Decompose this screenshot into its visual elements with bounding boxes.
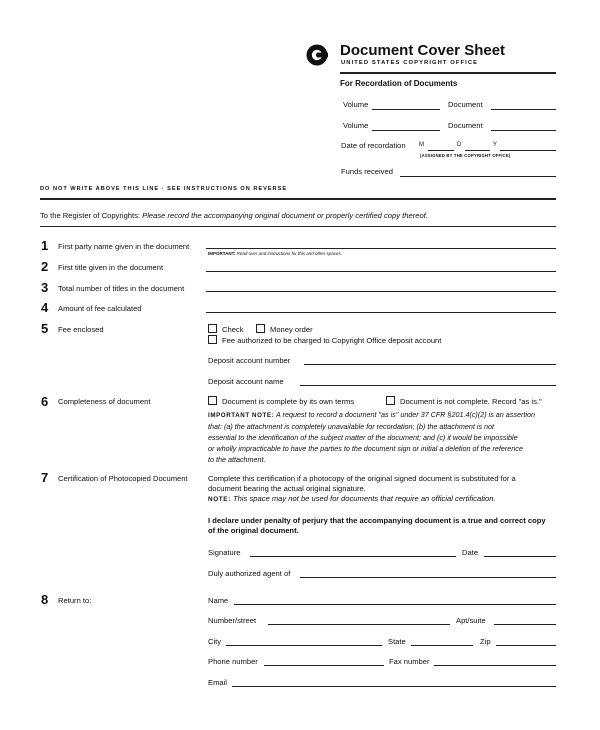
- register-text: Please record the accompanying original document or properly certified copy thereof.: [140, 211, 428, 220]
- fee-authorized-option[interactable]: [208, 335, 441, 345]
- certification-label: Certification of Photocopied Document: [58, 474, 188, 483]
- cert-note-text: This space may not be used for documents that require an official certification.: [230, 494, 496, 503]
- not-complete-checkbox[interactable]: [386, 396, 395, 405]
- not-complete-option[interactable]: [386, 396, 542, 406]
- zip-label: Zip: [480, 637, 491, 646]
- section-number-1: 1: [41, 238, 49, 253]
- phone-field[interactable]: [264, 665, 384, 666]
- section-number-4: 4: [41, 300, 49, 315]
- note-line-2: that: (a) the attachment is completely unavailable for recordation; (b) the attachment is not: [208, 422, 495, 431]
- document-field-2[interactable]: [491, 130, 556, 131]
- month-field[interactable]: [428, 150, 454, 151]
- copyright-logo-icon: [306, 44, 328, 66]
- register-prefix: To the Register of Copyrights:: [40, 211, 141, 220]
- first-party-label: First party name given in the document: [58, 242, 190, 251]
- month-label: M: [419, 142, 424, 148]
- email-label: Email: [208, 678, 227, 687]
- fee-authorized-label: Fee authorized to be charged to Copyright Office deposit account: [222, 336, 442, 345]
- date-recordation-label: Date of recordation: [341, 141, 406, 150]
- section-number-5: 5: [41, 321, 49, 336]
- check-option[interactable]: [208, 324, 244, 334]
- important-note-1: [208, 251, 342, 256]
- year-field[interactable]: [500, 150, 556, 151]
- office-name: UNITED STATES COPYRIGHT OFFICE: [341, 60, 479, 66]
- signature-field[interactable]: [250, 556, 456, 557]
- section-number-7: 7: [41, 470, 49, 485]
- volume-label-2: Volume: [343, 121, 369, 130]
- section-number-8: 8: [41, 592, 49, 607]
- note-line-1-text: A request to record a document "as is" under 37 CFR §201.4(c)(2) is an assertion: [274, 410, 535, 419]
- money-order-label: Money order: [270, 325, 313, 334]
- document-label-2: Document: [448, 121, 483, 130]
- important-text-1: Read over and instructions for this and other spaces.: [235, 251, 342, 256]
- street-field[interactable]: [268, 624, 450, 625]
- deposit-number-label: Deposit account number: [208, 356, 291, 365]
- apt-label: Apt/suite: [456, 616, 486, 625]
- volume-field-2[interactable]: [372, 130, 440, 131]
- section-number-6: 6: [41, 394, 49, 409]
- state-label: State: [388, 637, 406, 646]
- section-number-2: 2: [41, 259, 49, 274]
- fax-label: Fax number: [389, 657, 430, 666]
- not-complete-label: Document is not complete. Record "as is.": [400, 397, 542, 406]
- declare-line-2: of the original document.: [208, 526, 299, 535]
- check-checkbox[interactable]: [208, 324, 217, 333]
- city-field[interactable]: [226, 645, 382, 646]
- complete-option[interactable]: [208, 396, 354, 406]
- deposit-name-label: Deposit account name: [208, 377, 284, 386]
- note-line-5: to the attachment.: [208, 455, 266, 464]
- declare-line-1: I declare under penalty of perjury that the accompanying document is a true and correct copy: [208, 516, 546, 525]
- fee-calculated-label: Amount of fee calculated: [58, 304, 142, 313]
- state-field[interactable]: [411, 645, 473, 646]
- return-to-label: Return to:: [58, 596, 92, 605]
- complete-checkbox[interactable]: [208, 396, 217, 405]
- zip-field[interactable]: [496, 645, 556, 646]
- name-field[interactable]: [234, 604, 556, 605]
- complete-label: Document is complete by its own terms: [222, 397, 355, 406]
- register-instruction: [40, 211, 428, 220]
- note-line-3: essential to the identification of the subject matter of the document; and (c) it would be impossible: [208, 433, 518, 442]
- total-titles-field[interactable]: [206, 291, 556, 292]
- fee-calculated-field[interactable]: [206, 312, 556, 313]
- name-label: Name: [208, 596, 229, 605]
- document-label-1: Document: [448, 100, 483, 109]
- header-rule: [340, 72, 556, 74]
- completeness-label: Completeness of document: [58, 397, 151, 406]
- fee-authorized-checkbox[interactable]: [208, 335, 217, 344]
- total-titles-label: Total number of titles in the document: [58, 284, 185, 293]
- important-label-1: IMPORTANT:: [208, 251, 236, 256]
- apt-field[interactable]: [494, 624, 556, 625]
- phone-label: Phone number: [208, 657, 258, 666]
- page-title: Document Cover Sheet: [340, 42, 506, 59]
- date-label: Date: [462, 548, 479, 557]
- agent-field[interactable]: [300, 577, 556, 578]
- agent-label: Duly authorized agent of: [208, 569, 291, 578]
- first-title-field[interactable]: [206, 271, 556, 272]
- do-not-write-notice: DO NOT WRITE ABOVE THIS LINE · SEE INSTRUCTIONS ON REVERSE: [40, 186, 288, 192]
- year-label: Y: [493, 142, 498, 148]
- money-order-checkbox[interactable]: [256, 324, 265, 333]
- section-number-3: 3: [41, 280, 49, 295]
- cert-note: [208, 494, 496, 503]
- email-field[interactable]: [232, 686, 556, 687]
- assigned-note: (ASSIGNED BY THE COPYRIGHT OFFICE): [420, 153, 511, 158]
- first-party-field[interactable]: [206, 248, 556, 249]
- volume-label-1: Volume: [343, 100, 369, 109]
- signature-label: Signature: [208, 548, 241, 557]
- volume-field-1[interactable]: [372, 109, 440, 110]
- cert-note-label: NOTE:: [208, 496, 231, 503]
- money-order-option[interactable]: [256, 324, 313, 334]
- do-not-write-rule: [40, 198, 556, 200]
- note-line-1: [208, 410, 558, 420]
- street-label: Number/street: [208, 616, 257, 625]
- date-field[interactable]: [484, 556, 556, 557]
- completeness-note: [208, 410, 558, 464]
- day-field[interactable]: [465, 150, 490, 151]
- important-note-label: IMPORTANT NOTE:: [208, 412, 275, 419]
- register-rule: [40, 226, 556, 227]
- cert-line-2: document bearing the actual original signature.: [208, 484, 366, 493]
- funds-received-label: Funds received: [341, 167, 393, 176]
- check-label: Check: [222, 325, 244, 334]
- note-line-4: or wholly impracticable to have the parties to the document sign or initial a deletion of the reference: [208, 444, 523, 453]
- first-title-label: First title given in the document: [58, 263, 164, 272]
- funds-received-field[interactable]: [400, 176, 556, 177]
- recordation-title: For Recordation of Documents: [340, 79, 458, 88]
- deposit-name-field[interactable]: [300, 385, 556, 386]
- day-label: D: [457, 142, 462, 148]
- fax-field[interactable]: [434, 665, 556, 666]
- deposit-number-field[interactable]: [304, 364, 556, 365]
- fee-enclosed-label: Fee enclosed: [58, 325, 104, 334]
- document-field-1[interactable]: [491, 109, 556, 110]
- city-label: City: [208, 637, 222, 646]
- cert-line-1: Complete this certification if a photocopy of the original signed document is substituted for a: [208, 474, 516, 483]
